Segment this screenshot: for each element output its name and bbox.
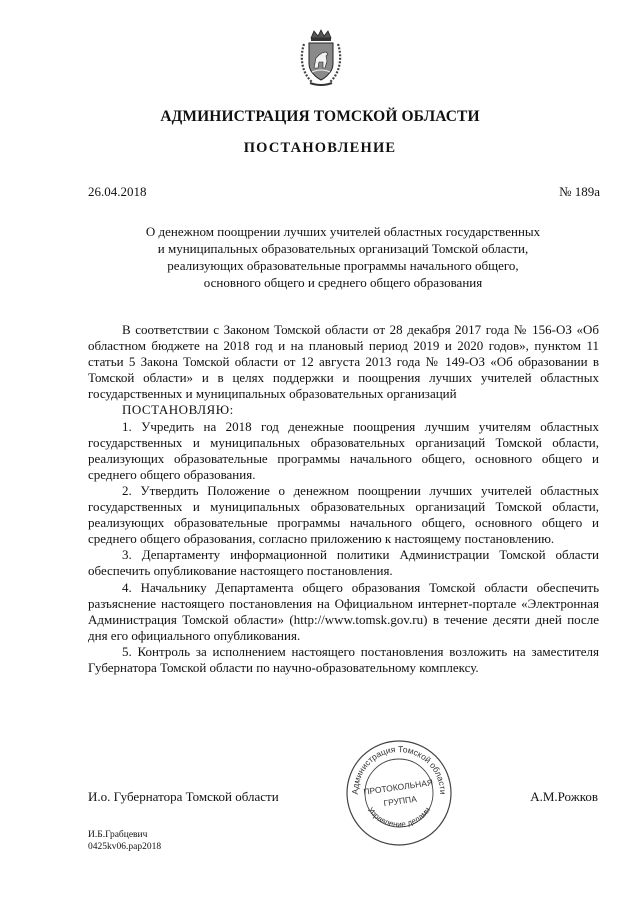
document-type: ПОСТАНОВЛЕНИЕ (243, 140, 397, 156)
subject-line: основного общего и среднего общего образования (203, 275, 483, 290)
subject-line: О денежном поощрении лучших учителей областных государственных (145, 224, 541, 239)
stamp-ring-text: Администрация Томской области (349, 743, 449, 795)
document-subject (88, 223, 598, 291)
clause-3: 3. Департаменту информационной политики Администрации Томской области обеспечить опубликование настоящего постановления. (88, 547, 599, 579)
official-stamp (344, 738, 454, 848)
clause-4: 4. Начальнику Департамента общего образования Томской области обеспечить разъяснение настоящего постановления на Официальном интернет-портале «Электронная Администрация Томской области» (http://www.tomsk.gov.ru) в течение десяти дней после дня его официального опубликования. (88, 579, 599, 643)
stamp-center-line1: ПРОТОКОЛЬНАЯ (362, 777, 434, 797)
executor-file: 0425kv06.рар2018 (88, 842, 162, 852)
signatory-name: А.М.Рожков (530, 789, 598, 804)
coat-of-arms-emblem (298, 28, 344, 88)
clause-2: 2. Утвердить Положение о денежном поощрении лучших учителей областных государственных и муниципальных образовательных организаций Томской области, реализующих образовательные программы начального общего, основного общего и среднего общего образования, согласно приложению к настоящему постановлению. (88, 482, 599, 547)
stamp-ring-bottom: Управление делами (365, 805, 433, 830)
document-number: № 189а (559, 184, 600, 199)
clause-5: 5. Контроль за исполнением настоящего постановления возложить на заместителя Губернатора Томской области по научно-образовательному комплексу. (88, 643, 599, 675)
subject-line: реализующих образовательные программы начального общего, (167, 258, 519, 273)
resolve-heading: ПОСТАНОВЛЯЮ: (122, 402, 234, 418)
clause-1: 1. Учредить на 2018 год денежные поощрения лучшим учителям областных государственных и муниципальных образовательных организаций Томской области, реализующих образовательные программы начального общего, основного общего и среднего общего образования. (88, 418, 599, 482)
svg-text:Управление делами (366, 806, 432, 829)
preamble-paragraph: В соответствии с Законом Томской области от 28 декабря 2017 года № 156-ОЗ «Об областном бюджете на 2018 год и на плановый период 2019 и 2020 годов», пунктом 11 статьи 5 Закона Томской области от 12 августа 2013 года № 149-ОЗ «Об образовании в Томской области» и в целях поддержки и поощрения лучших учителей областных государственных и муниципальных образовательных организаций (88, 322, 599, 402)
executor-block (88, 829, 161, 853)
subject-line: и муниципальных образовательных организаций Томской области, (157, 241, 529, 256)
organization-title: АДМИНИСТРАЦИЯ ТОМСКОЙ ОБЛАСТИ (160, 108, 480, 125)
document-body (88, 322, 599, 676)
stamp-center-line2: ГРУППА (382, 793, 418, 809)
executor-name: И.Б.Грабцевич (88, 830, 148, 840)
document-date: 26.04.2018 (88, 184, 147, 199)
signatory-position: И.о. Губернатора Томской области (88, 789, 279, 804)
